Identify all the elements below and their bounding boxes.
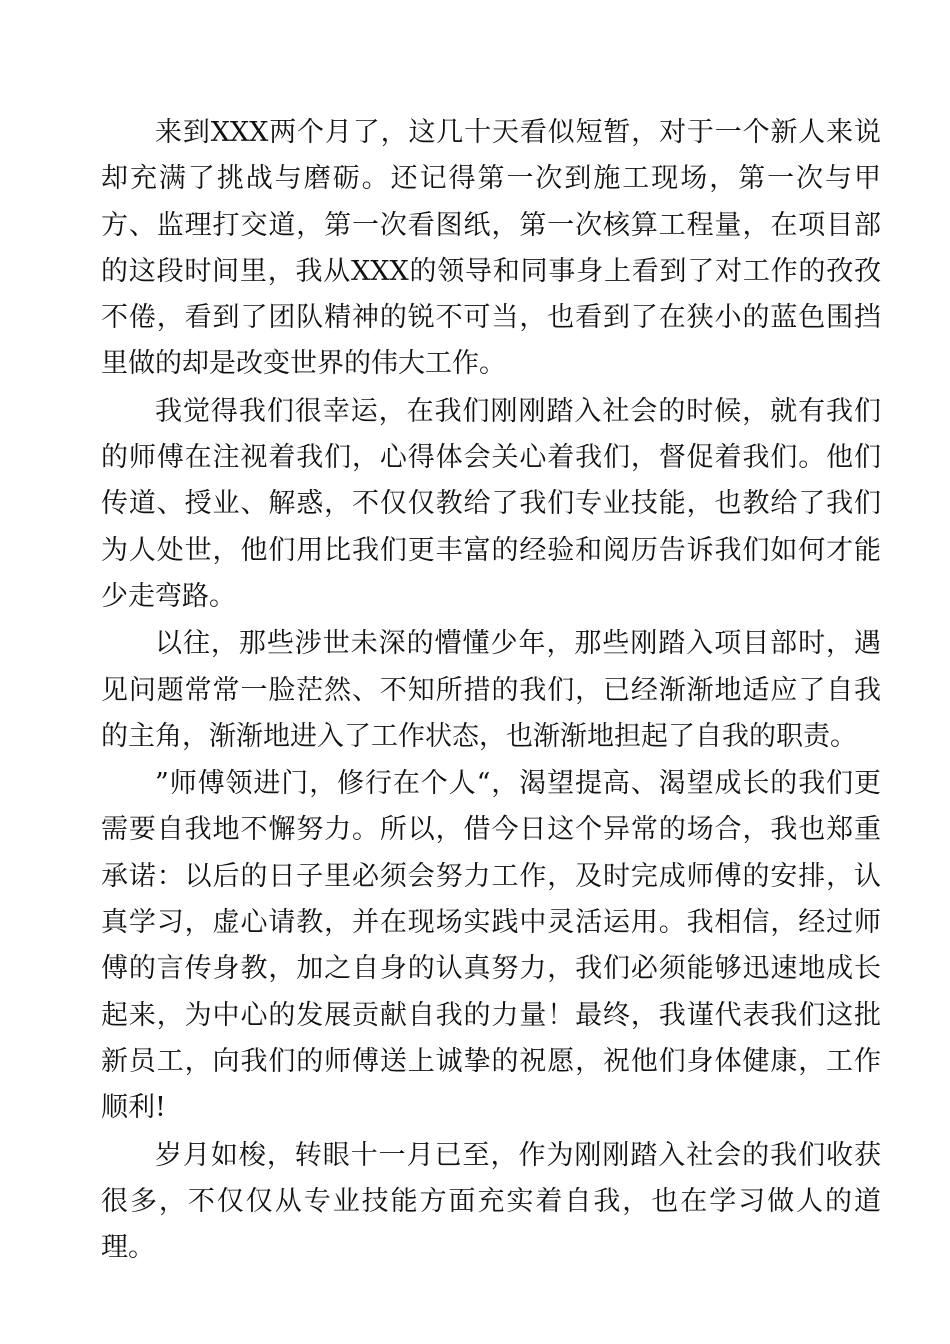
paragraph-2: 我觉得我们很幸运，在我们刚刚踏入社会的时候，就有我们的师傅在注视着我们，心得体会关心着我们，督促着我们。他们传道、授业、解惑，不仅仅教给了我们专业技能，也教给了我们为人处世，他们用比我们更丰富的经验和阅历告诉我们如何才能少走弯路。 [101, 395, 881, 612]
paragraph-3: 以往，那些涉世未深的懵懂少年，那些刚踏入项目部时，遇见问题常常一脸茫然、不知所措的我们，已经渐渐地适应了自我的主角，渐渐地进入了工作状态，也渐渐地担起了自我的职责。 [101, 628, 881, 752]
paragraph-4: ”师傅领进门，修行在个人“，渴望提高、渴望成长的我们更需要自我地不懈努力。所以，借今日这个异常的场合，我也郑重承诺：以后的日子里必须会努力工作，及时完成师傅的安排，认真学习，虚心请教，并在现场实践中灵活运用。我相信，经过师傅的言传身教，加之自身的认真努力，我们必须能够迅速地成长起来，为中心的发展贡献自我的力量！最终，我谨代表我们这批新员工，向我们的师傅送上诚挚的祝愿，祝他们身体健康，工作顺利! [101, 768, 881, 1124]
paragraph-1: 来到XXX两个月了，这几十天看似短暂，对于一个新人来说却充满了挑战与磨砺。还记得第一次到施工现场，第一次与甲方、监理打交道，第一次看图纸，第一次核算工程量，在项目部的这段时间里，我从XXX的领导和同事身上看到了对工作的孜孜不倦，看到了团队精神的锐不可当，也看到了在狭小的蓝色围挡里做的却是改变世界的伟大工作。 [101, 117, 881, 380]
document-body [101, 110, 881, 1272]
paragraph-5: 岁月如梭，转眼十一月已至，作为刚刚踏入社会的我们收获很多，不仅仅从专业技能方面充实着自我，也在学习做人的道理。 [101, 1139, 881, 1264]
